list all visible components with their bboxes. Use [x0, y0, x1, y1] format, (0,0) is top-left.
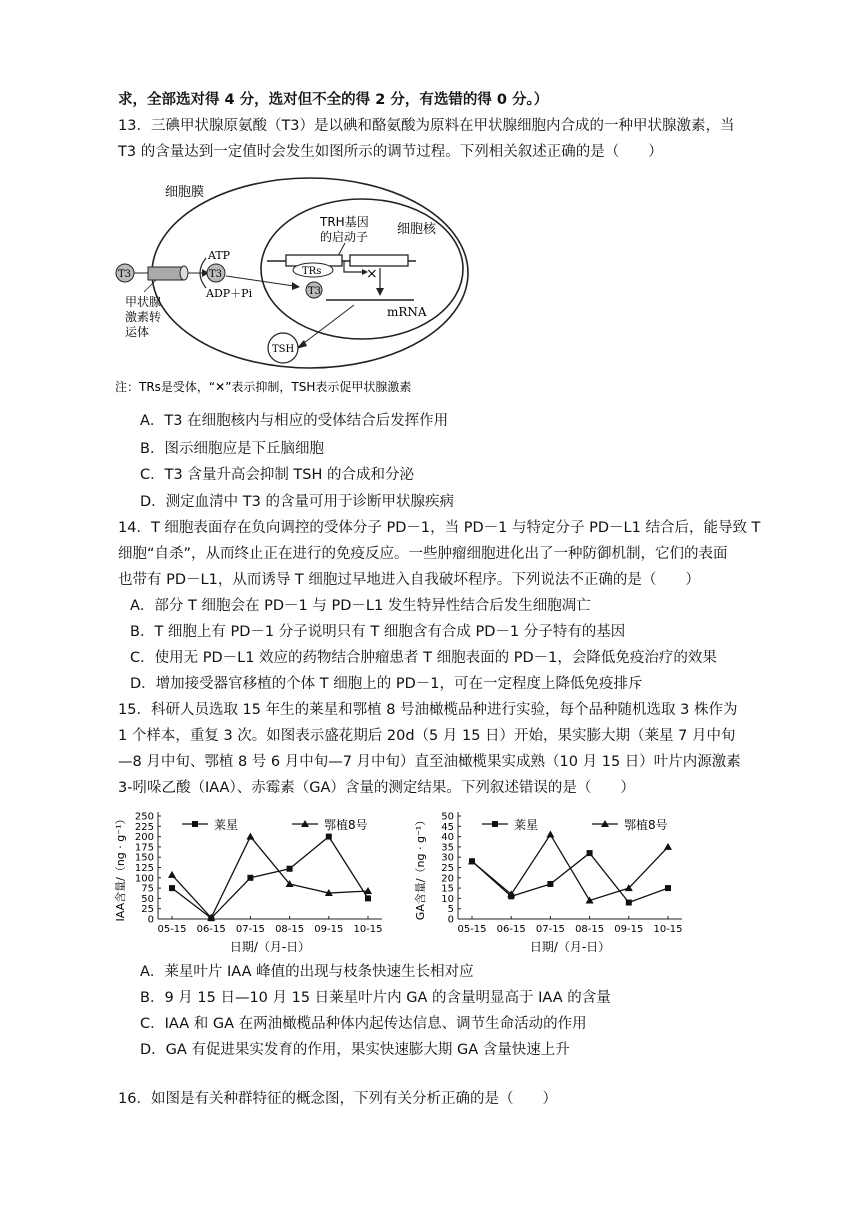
y-tick-label: 10 [441, 893, 454, 905]
data-point-square [247, 875, 253, 881]
legend-label-ezhi8: 鄂植8号 [624, 818, 668, 832]
q15-option-a[interactable]: A．莱星叶片 IAA 峰值的出现与枝条快速生长相对应 [140, 964, 474, 980]
trh-gene-label-2: 的启动子 [320, 230, 369, 244]
q14-stem-line3: 也带有 PD－L1，从而诱导 T 细胞过早地进入自我破坏程序。下列说法不正确的是（ ） [118, 572, 700, 588]
atp-label: ATP [208, 249, 231, 262]
q13-option-a[interactable]: A．T3 在细胞核内与相应的受体结合后发挥作用 [140, 413, 449, 429]
y-tick-label: 225 [134, 821, 154, 833]
y-tick-label: 15 [441, 883, 454, 895]
y-tick-label: 100 [134, 873, 154, 885]
inhibit-mark: × [366, 266, 378, 282]
q13-option-d[interactable]: D．测定血清中 T3 的含量可用于诊断甲状腺疾病 [140, 494, 454, 510]
t3-inside: T3 [209, 269, 223, 280]
x-axis-label: 日期/（月-日） [529, 940, 611, 954]
q15-option-d[interactable]: D．GA 有促进果实发育的作用，果实快速膨大期 GA 含量快速上升 [140, 1042, 570, 1058]
section-instruction: 求，全部选对得 4 分，选对但不全的得 2 分，有选错的得 0 分。） [118, 92, 549, 108]
y-axis-label: GA含量/（ng · g⁻¹） [414, 814, 427, 921]
q15-stem-line4: 3-吲哚乙酸（IAA）、赤霉素（GA）含量的测定结果。下列叙述错误的是（ ） [118, 780, 635, 796]
trs-label: TRs [302, 266, 322, 277]
legend-marker-square [192, 821, 198, 827]
t3-outside: T3 [118, 269, 132, 280]
y-tick-label: 200 [134, 832, 154, 844]
q14-option-b[interactable]: B．T 细胞上有 PD－1 分子说明只有 T 细胞含有合成 PD－1 分子特有的基因 [130, 624, 626, 640]
y-tick-label: 30 [441, 852, 454, 864]
q15-stem-line1: 15．科研人员选取 15 年生的莱星和鄂植 8 号油橄榄品种进行实验，每个品种随机选取 3 株作为 [118, 702, 738, 718]
y-tick-label: 50 [141, 893, 154, 905]
x-tick-label: 09-15 [614, 924, 644, 935]
q14-stem-line2: 细胞“自杀”，从而终止正在进行的免疫反应。一些肿瘤细胞进化出了一种防御机制，它们的表面 [118, 546, 728, 562]
y-tick-label: 150 [134, 852, 154, 864]
data-point-triangle [546, 831, 554, 838]
diagram-note: 注：TRs是受体，“✕”表示抑制，TSH表示促甲状腺激素 [115, 380, 412, 394]
legend-label-laixing: 莱星 [514, 818, 539, 832]
series-line-laixing [172, 837, 368, 919]
x-tick-label: 06-15 [196, 924, 226, 935]
transporter-label-3: 运体 [125, 325, 150, 339]
q14-stem-line1: 14．T 细胞表面存在负向调控的受体分子 PD－1，当 PD－1 与特定分子 PD－L1 结合后，能导致 T [118, 520, 761, 536]
data-point-triangle [246, 833, 254, 840]
data-point-square [626, 900, 632, 906]
q13-option-c[interactable]: C．T3 含量升高会抑制 TSH 的合成和分泌 [140, 467, 414, 483]
series-line-ezhi8 [172, 837, 368, 918]
series-line-ezhi8 [472, 835, 668, 901]
y-tick-label: 250 [134, 811, 154, 823]
q14-option-a[interactable]: A．部分 T 细胞会在 PD－1 与 PD－L1 发生特异性结合后发生细胞凋亡 [130, 598, 591, 614]
x-tick-label: 07-15 [535, 924, 565, 935]
q14-option-c[interactable]: C．使用无 PD－L1 效应的药物结合肿瘤患者 T 细胞表面的 PD－1，会降低免疫治疗的效果 [130, 650, 717, 666]
data-point-triangle [664, 843, 672, 850]
iaa-line-chart [110, 804, 400, 956]
q13-stem-line2: T3 的含量达到一定值时会发生如图所示的调节过程。下列相关叙述正确的是（ ） [118, 144, 663, 160]
nucleus-label: 细胞核 [397, 222, 437, 237]
q14-option-d[interactable]: D．增加接受器官移植的个体 T 细胞上的 PD－1，可在一定程度上降低免疫排斥 [130, 676, 643, 692]
data-point-square [365, 895, 371, 901]
data-point-square [587, 850, 593, 856]
y-tick-label: 45 [441, 821, 454, 833]
x-tick-label: 05-15 [457, 924, 487, 935]
y-tick-label: 5 [447, 904, 454, 916]
data-point-square [326, 834, 332, 840]
legend-label-ezhi8: 鄂植8号 [324, 818, 368, 832]
y-tick-label: 0 [147, 914, 154, 926]
y-tick-label: 125 [134, 863, 154, 874]
data-point-square [665, 885, 671, 891]
transporter-label-2: 激素转 [125, 310, 162, 324]
legend-marker-square [492, 821, 498, 827]
data-point-triangle [168, 871, 176, 878]
q15-option-b[interactable]: B．9 月 15 日—10 月 15 日莱星叶片内 GA 的含量明显高于 IAA 的含量 [140, 990, 611, 1006]
legend-label-laixing: 莱星 [214, 818, 239, 832]
q13-option-b[interactable]: B．图示细胞应是下丘脑细胞 [140, 441, 324, 457]
mrna-label: mRNA [387, 305, 427, 319]
trh-gene-label-1: TRH基因 [320, 215, 369, 229]
transporter-label-1: 甲状腺 [125, 295, 162, 309]
adp-label: ADP＋Pi [206, 287, 253, 300]
t3-in-nucleus: T3 [308, 286, 322, 297]
y-tick-label: 25 [141, 904, 154, 916]
y-tick-label: 0 [447, 914, 454, 926]
y-tick-label: 25 [441, 863, 454, 874]
ga-line-chart [410, 804, 700, 956]
y-tick-label: 50 [441, 811, 454, 823]
q13-cell-diagram [110, 172, 480, 402]
y-tick-label: 35 [441, 842, 454, 854]
cell-membrane-label: 细胞膜 [165, 185, 205, 200]
x-tick-label: 08-15 [275, 924, 305, 935]
q16-stem-line1: 16．如图是有关种群特征的概念图，下列有关分析正确的是（ ） [118, 1091, 557, 1107]
x-tick-label: 07-15 [235, 924, 265, 935]
q15-stem-line3: —8 月中旬、鄂植 8 号 6 月中旬—7 月中旬）直至油橄榄果实成熟（10 月 15 日）叶片内源激素 [118, 754, 741, 770]
x-tick-label: 08-15 [575, 924, 605, 935]
x-tick-label: 05-15 [157, 924, 187, 935]
tsh-label: TSH [272, 344, 295, 355]
x-tick-label: 06-15 [496, 924, 526, 935]
x-tick-label: 09-15 [314, 924, 344, 935]
y-tick-label: 175 [134, 842, 154, 854]
q15-stem-line2: 1 个样本，重复 3 次。如图表示盛花期后 20d（5 月 15 日）开始，果实膨大期（莱星 7 月中旬 [118, 728, 736, 744]
data-point-square [547, 881, 553, 887]
q13-stem-line1: 13．三碘甲状腺原氨酸（T3）是以碘和酪氨酸为原料在甲状腺细胞内合成的一种甲状腺激素，当 [118, 118, 735, 134]
y-tick-label: 40 [441, 832, 454, 844]
x-axis-label: 日期/（月-日） [229, 940, 311, 954]
x-tick-label: 10-15 [653, 924, 683, 935]
data-point-square [287, 866, 293, 872]
x-tick-label: 10-15 [353, 924, 383, 935]
y-axis-label: IAA含量/（ng · g⁻¹） [114, 813, 127, 922]
y-tick-label: 75 [141, 883, 154, 895]
y-tick-label: 20 [441, 873, 454, 885]
data-point-square [169, 885, 175, 891]
q15-option-c[interactable]: C．IAA 和 GA 在两油橄榄品种体内起传达信息、调节生命活动的作用 [140, 1016, 587, 1032]
